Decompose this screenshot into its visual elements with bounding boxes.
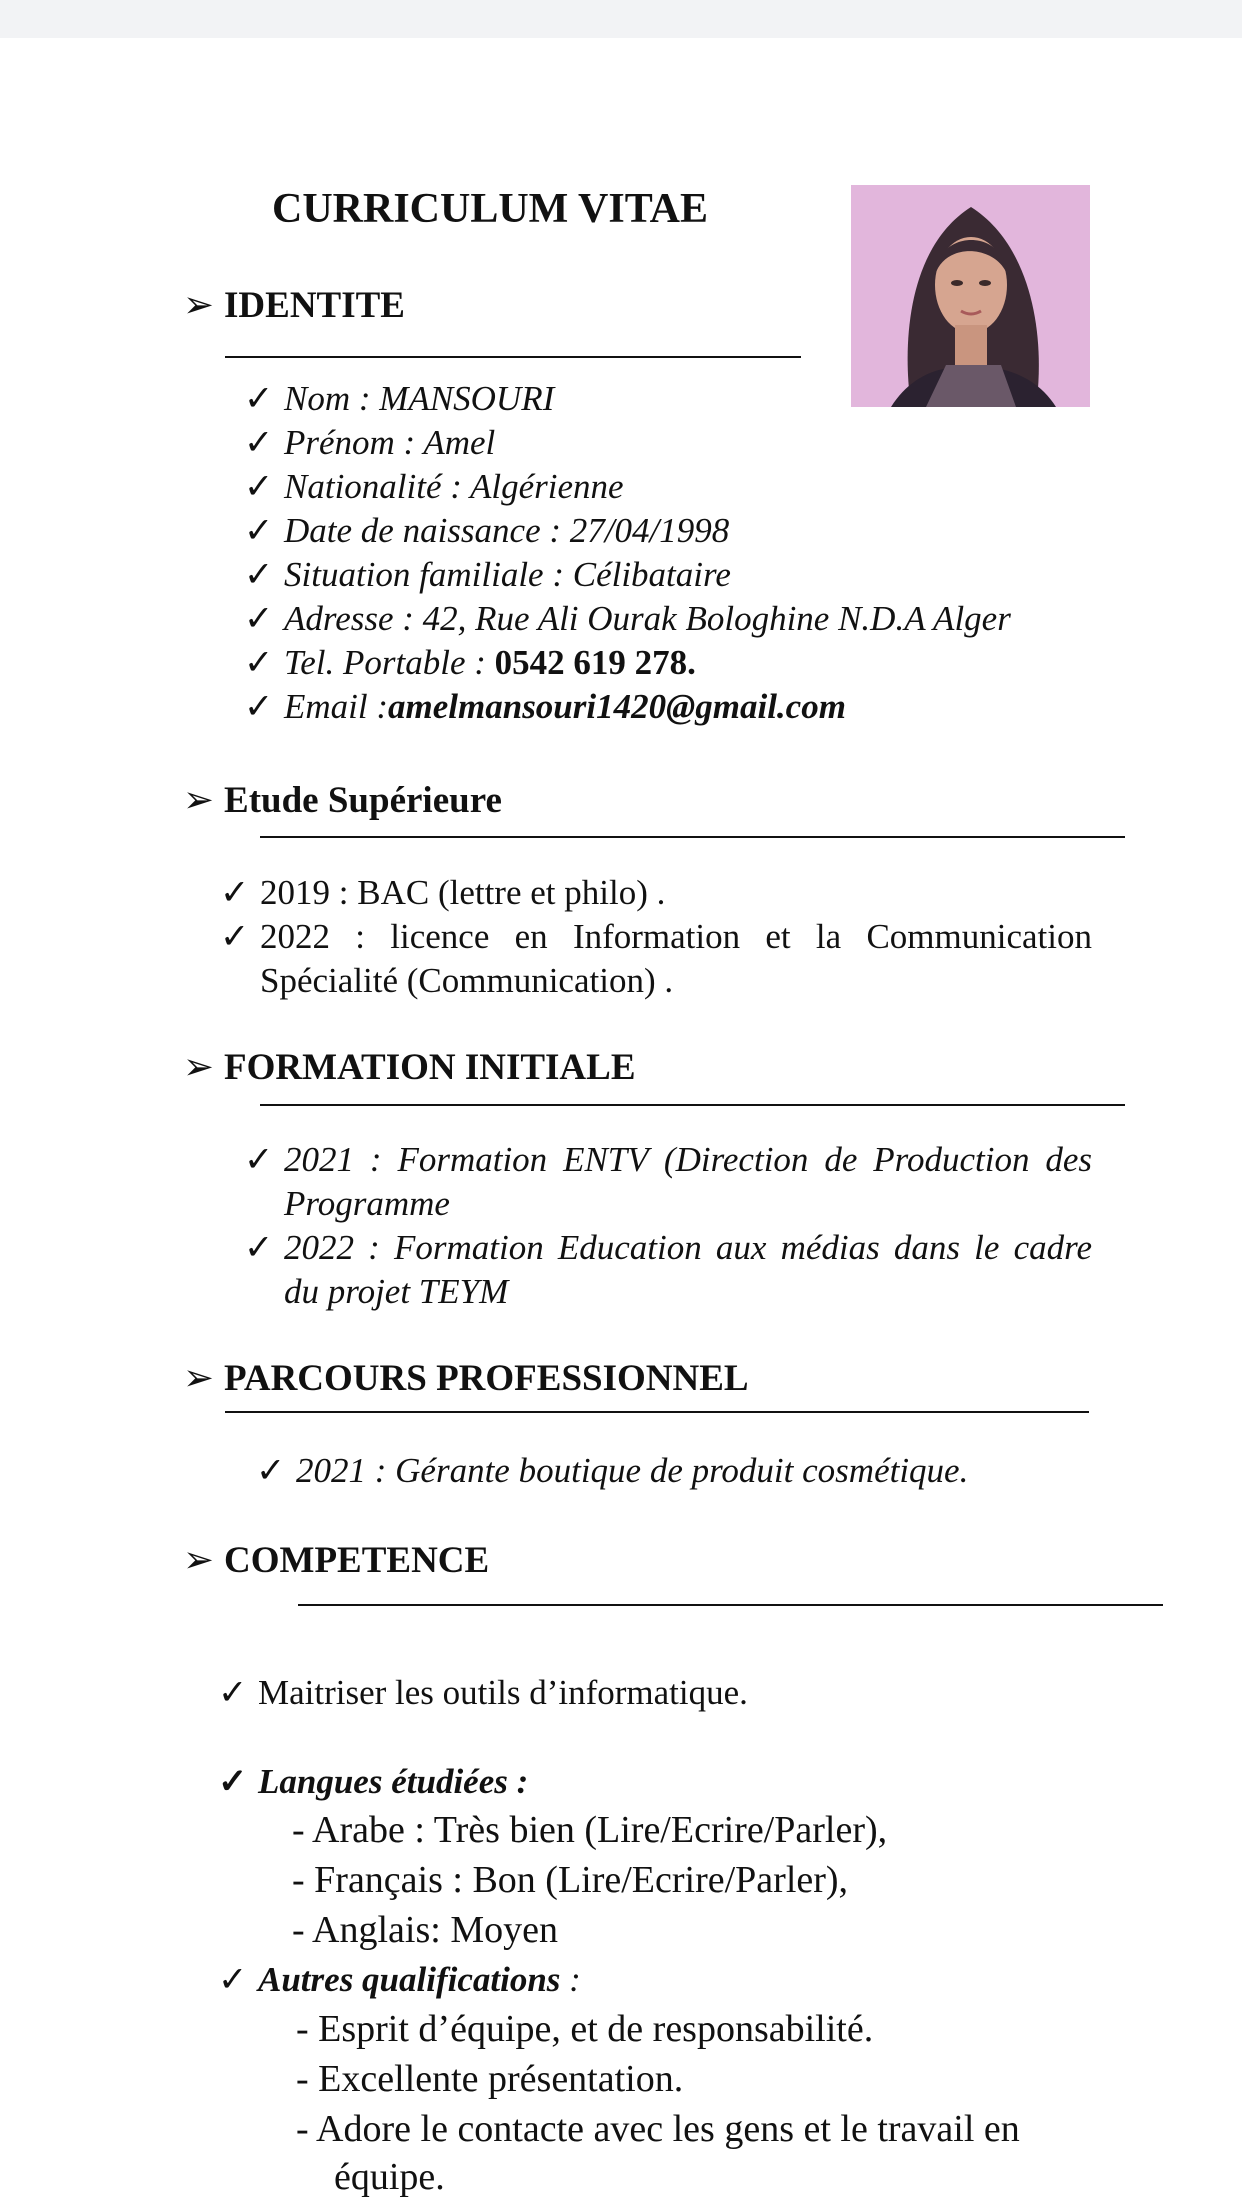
item-label: Situation familiale : bbox=[284, 555, 573, 594]
language-item: - Français : Bon (Lire/Ecrire/Parler), bbox=[292, 1859, 849, 1901]
section-rule bbox=[225, 356, 801, 358]
identite-heading-text: IDENTITE bbox=[224, 285, 405, 326]
arrow-bullet-icon: ➢ bbox=[183, 1540, 215, 1581]
checkmark-icon: ✓ bbox=[218, 1673, 248, 1712]
list-item bbox=[218, 1671, 748, 1715]
language-item: - Arabe : Très bien (Lire/Ecrire/Parler), bbox=[292, 1809, 888, 1851]
item-value: 27/04/1998 bbox=[569, 511, 730, 550]
competence-heading-text: COMPETENCE bbox=[224, 1540, 490, 1581]
item-value: Célibataire bbox=[572, 555, 731, 594]
item-label: Prénom : bbox=[284, 423, 424, 462]
checkmark-icon: ✓ bbox=[244, 687, 274, 726]
arrow-bullet-icon: ➢ bbox=[183, 1358, 215, 1399]
checkmark-icon: ✓ bbox=[244, 1228, 274, 1267]
list-item bbox=[244, 377, 554, 421]
item-label: Nationalité : bbox=[284, 467, 471, 506]
item-text: Langues étudiées : bbox=[258, 1762, 529, 1801]
item-text: Autres qualifications bbox=[258, 1960, 561, 1999]
langues-title bbox=[218, 1760, 528, 1804]
list-item bbox=[256, 1449, 968, 1493]
section-heading-formation bbox=[183, 1045, 636, 1089]
item-text: 2021 : Formation ENTV (Direction de Production des Programme bbox=[284, 1140, 1092, 1223]
list-item bbox=[244, 509, 729, 553]
item-label: Tel. Portable : bbox=[284, 643, 495, 682]
checkmark-icon: ✓ bbox=[244, 1140, 274, 1179]
section-rule bbox=[225, 1411, 1089, 1413]
language-item: - Anglais: Moyen bbox=[292, 1909, 558, 1951]
item-value: Amel bbox=[423, 423, 496, 462]
list-item bbox=[244, 1226, 1092, 1314]
item-label: Date de naissance : bbox=[284, 511, 570, 550]
item-label: Email : bbox=[284, 687, 389, 726]
item-text: Maitriser les outils d’informatique. bbox=[258, 1673, 748, 1712]
parcours-heading-text: PARCOURS PROFESSIONNEL bbox=[224, 1358, 749, 1399]
formation-heading-text: FORMATION INITIALE bbox=[224, 1047, 636, 1088]
checkmark-icon: ✓ bbox=[256, 1451, 286, 1490]
checkmark-icon: ✓ bbox=[244, 379, 274, 418]
profile-photo bbox=[851, 185, 1090, 407]
autres-title bbox=[218, 1958, 581, 2002]
item-value: MANSOURI bbox=[379, 379, 555, 418]
list-item bbox=[244, 597, 1011, 641]
section-heading-identite bbox=[183, 283, 405, 327]
list-item bbox=[244, 421, 495, 465]
list-item bbox=[244, 465, 624, 509]
etude-heading-text: Etude Supérieure bbox=[224, 780, 502, 821]
item-value: 42, Rue Ali Ourak Bologhine N.D.A Alger bbox=[422, 599, 1011, 638]
section-heading-etude bbox=[183, 778, 502, 822]
section-rule bbox=[260, 1104, 1125, 1106]
item-label: Adresse : bbox=[284, 599, 423, 638]
checkmark-icon: ✓ bbox=[218, 1762, 248, 1801]
phone-value: 0542 619 278. bbox=[494, 643, 696, 682]
checkmark-icon: ✓ bbox=[218, 1960, 248, 1999]
item-text: 2022 : Formation Education aux médias dans le cadre du projet TEYM bbox=[284, 1228, 1092, 1311]
qualification-item: - Esprit d’équipe, et de responsabilité. bbox=[296, 2008, 874, 2050]
qualification-item: équipe. bbox=[334, 2156, 445, 2198]
arrow-bullet-icon: ➢ bbox=[183, 285, 215, 326]
checkmark-icon: ✓ bbox=[244, 643, 274, 682]
top-bar bbox=[0, 0, 1242, 38]
checkmark-icon: ✓ bbox=[220, 873, 250, 912]
section-rule bbox=[260, 836, 1125, 838]
list-item bbox=[244, 553, 731, 597]
qualification-item: - Excellente présentation. bbox=[296, 2058, 684, 2100]
checkmark-icon: ✓ bbox=[244, 423, 274, 462]
section-heading-parcours bbox=[183, 1356, 749, 1400]
item-label: Nom : bbox=[284, 379, 380, 418]
checkmark-icon: ✓ bbox=[220, 917, 250, 956]
list-item bbox=[220, 915, 1092, 1003]
item-value: Algérienne bbox=[470, 467, 624, 506]
checkmark-icon: ✓ bbox=[244, 599, 274, 638]
checkmark-icon: ✓ bbox=[244, 467, 274, 506]
section-heading-competence bbox=[183, 1538, 489, 1582]
checkmark-icon: ✓ bbox=[244, 555, 274, 594]
checkmark-icon: ✓ bbox=[244, 511, 274, 550]
qualification-item: - Adore le contacte avec les gens et le travail en bbox=[296, 2108, 1020, 2150]
section-rule bbox=[298, 1604, 1163, 1606]
item-text: 2021 : Gérante boutique de produit cosmétique. bbox=[296, 1451, 969, 1490]
list-item bbox=[244, 1138, 1092, 1226]
list-item bbox=[244, 685, 846, 729]
item-colon: : bbox=[560, 1960, 581, 1999]
email-value: amelmansouri1420@gmail.com bbox=[388, 687, 846, 726]
arrow-bullet-icon: ➢ bbox=[183, 780, 215, 821]
item-text: 2022 : licence en Information et la Communication Spécialité (Communication) . bbox=[260, 917, 1092, 1000]
page-title: CURRICULUM VITAE bbox=[272, 186, 708, 232]
item-text: 2019 : BAC (lettre et philo) . bbox=[260, 873, 666, 912]
portrait-image bbox=[851, 185, 1090, 407]
list-item bbox=[244, 641, 696, 685]
arrow-bullet-icon: ➢ bbox=[183, 1047, 215, 1088]
list-item bbox=[220, 871, 665, 915]
